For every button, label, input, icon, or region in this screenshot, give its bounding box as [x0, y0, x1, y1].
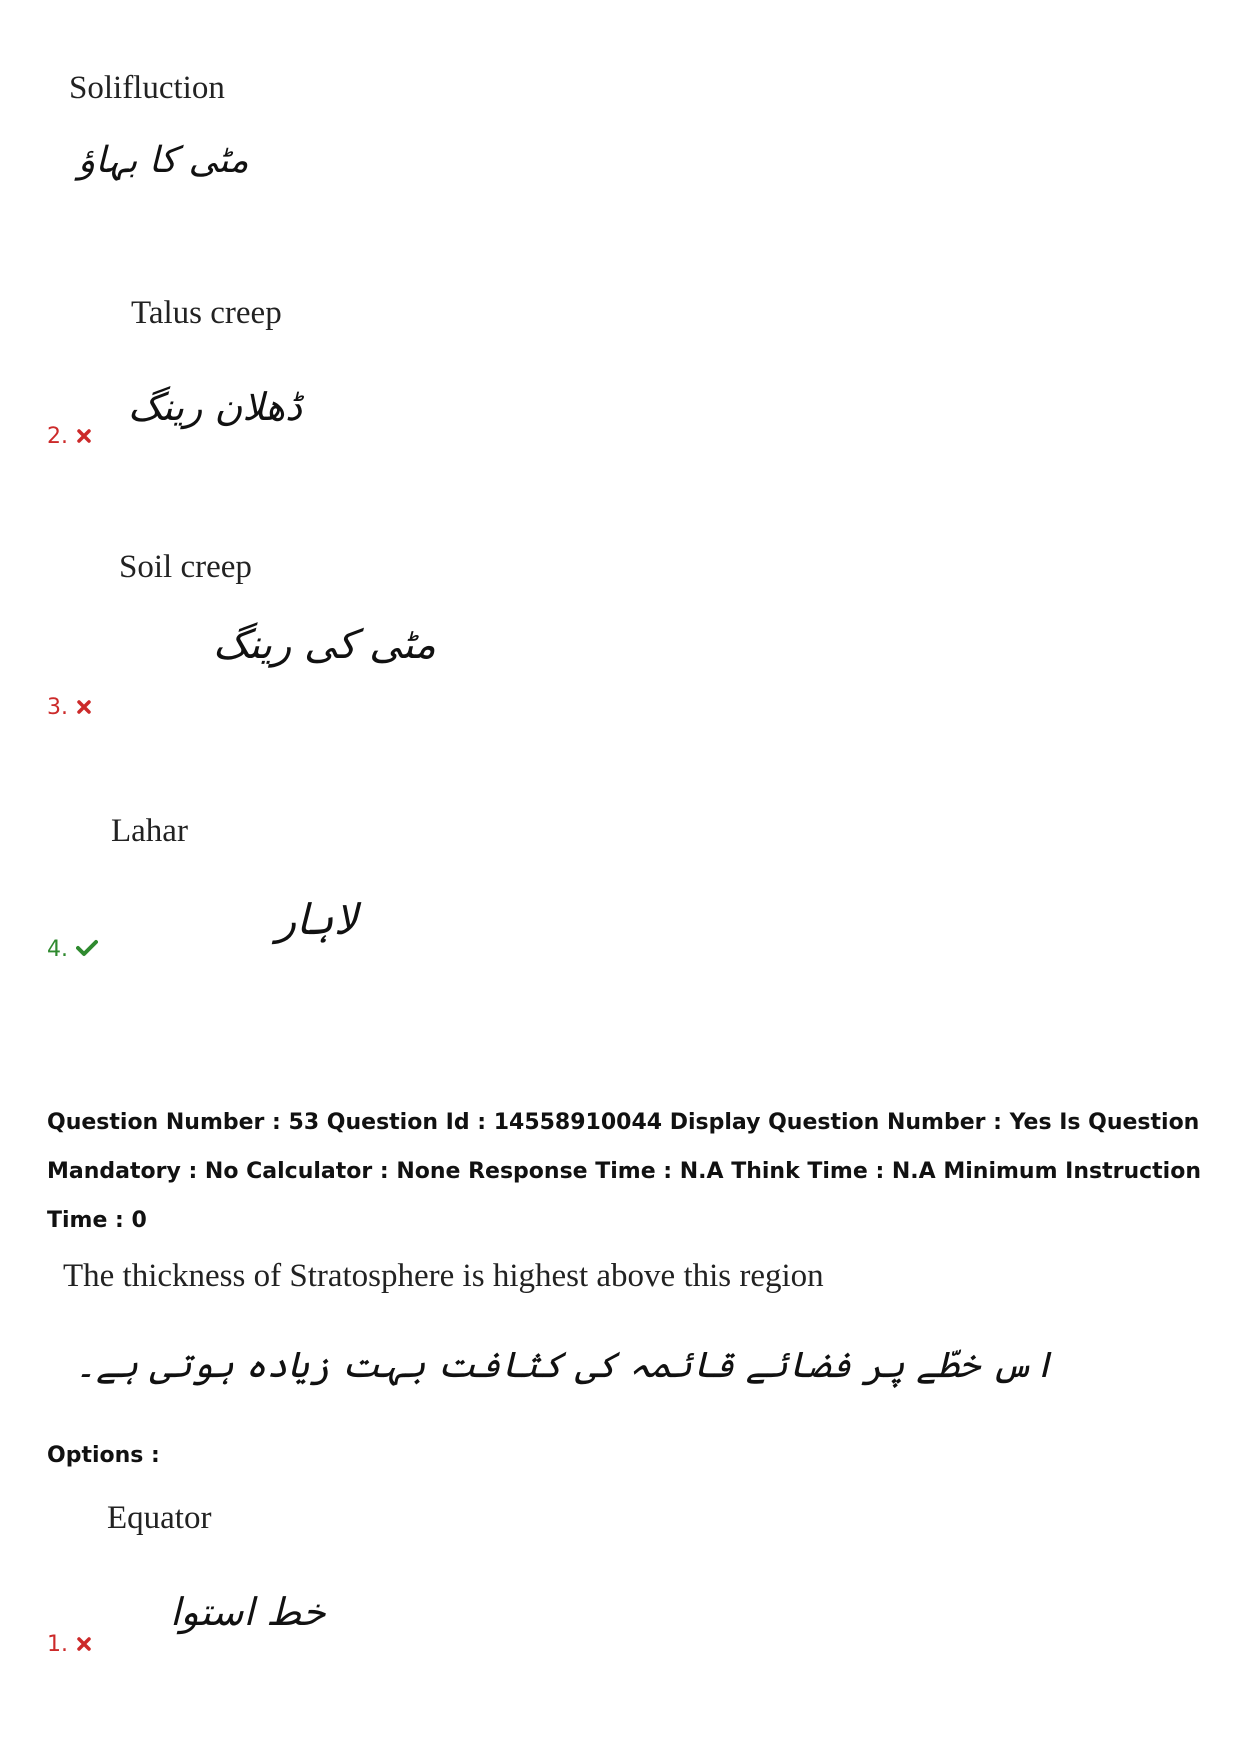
question-metadata: Question Number : 53 Question Id : 14558910044 Display Question Number : Yes Is Question Mandatory : No Calculator : None Response Time : N.A Think Time : N.A Minimum Instruction Time : 0	[47, 1110, 1202, 1233]
check-icon	[76, 938, 98, 963]
option-english-equator: Equator	[107, 1500, 212, 1536]
option-urdu-lahar: لاہار	[276, 895, 358, 944]
question-text-english: The thickness of Stratosphere is highest above this region	[63, 1258, 824, 1294]
option-english-soil-creep: Soil creep	[119, 549, 252, 585]
question-text-urdu: اس خطّے پر فضائے قائمہ کی کثافت بہت زیادہ ہوتی ہے۔	[75, 1345, 1055, 1386]
option-number: 2.	[47, 424, 68, 449]
option-3-marker	[47, 695, 92, 721]
option-2-marker	[47, 424, 92, 450]
option-urdu-solifluction: مٹی کا بہاؤ	[78, 140, 249, 181]
option-english-solifluction: Solifluction	[69, 70, 225, 106]
option-4-marker	[47, 937, 98, 963]
option-urdu-equator: خط استوا	[170, 1590, 326, 1634]
cross-icon	[76, 425, 92, 450]
option-english-lahar: Lahar	[111, 813, 188, 849]
option-number: 4.	[47, 937, 68, 962]
option-urdu-talus-creep: ڈھلان رینگ	[128, 385, 303, 429]
option-number: 3.	[47, 695, 68, 720]
option-english-talus-creep: Talus creep	[131, 295, 282, 331]
cross-icon	[76, 696, 92, 721]
option-number: 1.	[47, 1632, 68, 1657]
options-label: Options :	[47, 1443, 160, 1468]
option-urdu-soil-creep: مٹی کی رینگ	[213, 622, 436, 668]
cross-icon	[76, 1633, 92, 1658]
option-1-marker	[47, 1632, 92, 1658]
